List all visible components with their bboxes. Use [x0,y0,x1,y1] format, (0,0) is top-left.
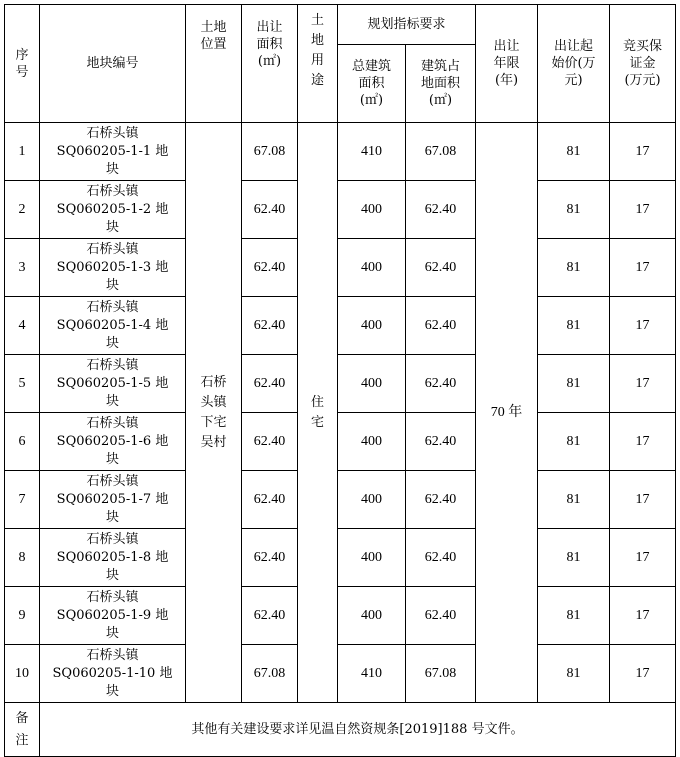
cell-deposit: 17 [610,123,676,181]
cell-deposit: 17 [610,355,676,413]
cell-use [298,123,338,703]
cell-land-cover: 67.08 [406,645,476,703]
plot-code-line: 石桥头镇 [86,184,139,199]
land-transfer-table [4,4,676,757]
cell-seq: 2 [5,181,40,239]
location-line: 吴村 [200,434,227,450]
plot-code-line: SQ060205-1-2 地 [56,202,169,217]
plot-code-line: 块 [105,452,119,467]
cell-floor-area: 400 [338,355,406,413]
cell-seq: 10 [5,645,40,703]
cell-floor-area: 400 [338,529,406,587]
header-use: 土 地 用 途 [298,5,338,123]
plot-code-line: 块 [105,336,119,351]
cell-start-price: 81 [538,355,610,413]
cell-area: 62.40 [242,297,298,355]
cell-plot-code [40,297,186,355]
cell-floor-area: 400 [338,587,406,645]
cell-land-cover: 62.40 [406,239,476,297]
header-plot-code: 地块编号 [40,5,186,123]
cell-deposit: 17 [610,297,676,355]
plot-code-line: 块 [105,568,119,583]
cell-floor-area: 400 [338,413,406,471]
plot-code-line: 石桥头镇 [86,416,139,431]
cell-deposit: 17 [610,181,676,239]
header-planning: 规划指标要求 [338,5,476,45]
cell-floor-area: 400 [338,471,406,529]
cell-deposit: 17 [610,413,676,471]
plot-code-line: 石桥头镇 [86,242,139,257]
plot-code-line: 块 [105,626,119,641]
plot-code-line: 块 [105,278,119,293]
header-deposit: 竞买保 证金 (万元) [610,5,676,123]
cell-seq: 1 [5,123,40,181]
location-line: 头镇 [200,394,227,410]
cell-deposit: 17 [610,587,676,645]
cell-plot-code [40,645,186,703]
cell-area: 62.40 [242,471,298,529]
plot-code-line: 石桥头镇 [86,532,139,547]
location-line: 下宅 [200,414,227,430]
plot-code-line: 石桥头镇 [86,474,139,489]
plot-code-line: 块 [105,394,119,409]
cell-start-price: 81 [538,181,610,239]
cell-floor-area: 410 [338,645,406,703]
table-row [5,181,676,239]
plot-code-line: SQ060205-1-4 地 [56,318,169,333]
header-floor-area: 总建筑 面积 (㎡) [338,45,406,123]
use-line: 住 [310,394,324,410]
header-location: 土地 位置 [186,5,242,123]
cell-plot-code [40,529,186,587]
cell-start-price: 81 [538,413,610,471]
cell-seq: 6 [5,413,40,471]
plot-code-line: 石桥头镇 [86,300,139,315]
table-row [5,645,676,703]
cell-plot-code [40,471,186,529]
cell-start-price: 81 [538,645,610,703]
plot-code-line: 石桥头镇 [86,648,139,663]
plot-code-line: SQ060205-1-3 地 [56,260,169,275]
cell-start-price: 81 [538,239,610,297]
cell-start-price: 81 [538,297,610,355]
header-term: 出让 年限 (年) [476,5,538,123]
table-row [5,123,676,181]
table-row [5,239,676,297]
cell-area: 62.40 [242,413,298,471]
cell-area: 62.40 [242,239,298,297]
remarks-text: 其他有关建设要求详见温自然资规条[2019]188 号文件。 [40,703,676,757]
cell-plot-code [40,181,186,239]
plot-code-line: SQ060205-1-5 地 [56,376,169,391]
cell-location [186,123,242,703]
plot-code-line: SQ060205-1-6 地 [56,434,169,449]
table-row [5,471,676,529]
remarks-label: 备 注 [5,703,40,757]
plot-code-line: SQ060205-1-1 地 [56,144,169,159]
cell-start-price: 81 [538,123,610,181]
cell-start-price: 81 [538,471,610,529]
cell-area: 62.40 [242,181,298,239]
plot-code-line: 石桥头镇 [86,590,139,605]
cell-seq: 3 [5,239,40,297]
cell-seq: 5 [5,355,40,413]
cell-floor-area: 400 [338,239,406,297]
header-land-cover: 建筑占 地面积 (㎡) [406,45,476,123]
cell-land-cover: 62.40 [406,413,476,471]
cell-plot-code [40,239,186,297]
cell-land-cover: 62.40 [406,471,476,529]
location-line: 石桥 [200,374,227,390]
plot-code-line: 块 [105,162,119,177]
cell-seq: 9 [5,587,40,645]
cell-land-cover: 62.40 [406,181,476,239]
cell-deposit: 17 [610,239,676,297]
plot-code-line: 块 [105,510,119,525]
cell-area: 67.08 [242,123,298,181]
cell-term: 70 年 [476,123,538,703]
cell-plot-code [40,413,186,471]
cell-floor-area: 400 [338,297,406,355]
header-start-price: 出让起 始价(万 元) [538,5,610,123]
cell-land-cover: 62.40 [406,297,476,355]
header-area: 出让 面积 (㎡) [242,5,298,123]
cell-plot-code [40,355,186,413]
cell-plot-code [40,123,186,181]
cell-area: 67.08 [242,645,298,703]
cell-land-cover: 62.40 [406,529,476,587]
table-row [5,297,676,355]
table-row [5,413,676,471]
cell-land-cover: 62.40 [406,355,476,413]
cell-deposit: 17 [610,471,676,529]
cell-area: 62.40 [242,529,298,587]
cell-start-price: 81 [538,529,610,587]
plot-code-line: SQ060205-1-9 地 [56,608,169,623]
cell-land-cover: 67.08 [406,123,476,181]
cell-seq: 7 [5,471,40,529]
cell-floor-area: 410 [338,123,406,181]
cell-floor-area: 400 [338,181,406,239]
plot-code-line: SQ060205-1-8 地 [56,550,169,565]
plot-code-line: SQ060205-1-7 地 [56,492,169,507]
cell-land-cover: 62.40 [406,587,476,645]
cell-seq: 4 [5,297,40,355]
cell-seq: 8 [5,529,40,587]
cell-area: 62.40 [242,355,298,413]
cell-area: 62.40 [242,587,298,645]
table-row [5,355,676,413]
plot-code-line: 块 [105,684,119,699]
plot-code-line: SQ060205-1-10 地 [52,666,173,681]
cell-deposit: 17 [610,529,676,587]
table-row [5,587,676,645]
header-seq: 序 号 [5,5,40,123]
cell-plot-code [40,587,186,645]
plot-code-line: 石桥头镇 [86,126,139,141]
table-body [5,123,676,703]
table-row [5,529,676,587]
plot-code-line: 石桥头镇 [86,358,139,373]
use-line: 宅 [310,414,324,430]
cell-start-price: 81 [538,587,610,645]
plot-code-line: 块 [105,220,119,235]
cell-deposit: 17 [610,645,676,703]
